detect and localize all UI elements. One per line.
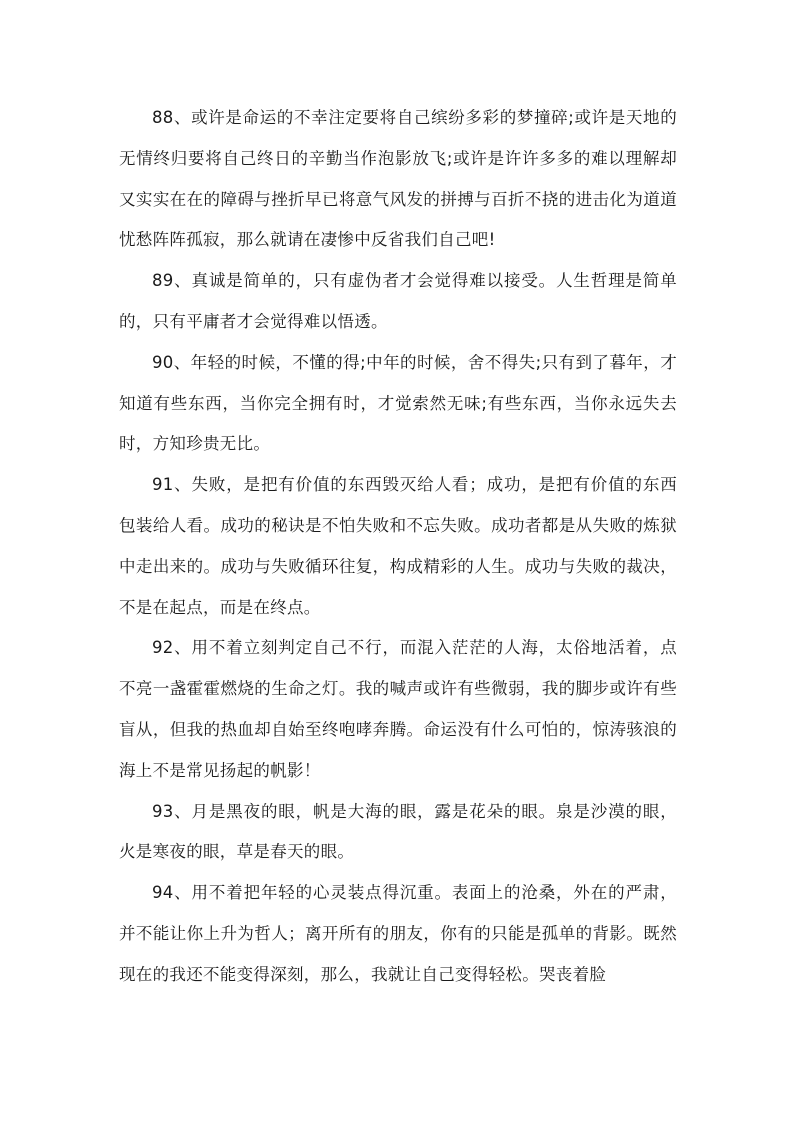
body-text — [119, 98, 677, 996]
paragraph-91: 91、失败，是把有价值的东西毁灭给人看；成功，是把有价值的东西包装给人看。成功的秘诀是不怕失败和不忘失败。成功者都是从失败的炼狱中走出来的。成功与失败循环往复，构成精彩的人生。成功与失败的裁决，不是在起点，而是在终点。 — [119, 475, 677, 617]
paragraph-90: 90、年轻的时候，不懂的得;中年的时候，舍不得失;只有到了暮年，才知道有些东西，当你完全拥有时，才觉索然无味;有些东西，当你永远失去时，方知珍贵无比。 — [119, 352, 677, 454]
paragraph-92: 92、用不着立刻判定自己不行，而混入茫茫的人海，太俗地活着，点不亮一盏霍霍燃烧的生命之灯。我的喊声或许有些微弱，我的脚步或许有些盲从，但我的热血却自始至终咆哮奔腾。命运没有什么可怕的，惊涛骇浪的海上不是常见扬起的帆影！ — [119, 638, 677, 780]
paragraph-88: 88、或许是命运的不幸注定要将自己缤纷多彩的梦撞碎;或许是天地的无情终归要将自己终日的辛勤当作泡影放飞;或许是许许多多的难以理解却又实实在在的障碍与挫折早已将意气风发的拼搏与百折不挠的进击化为道道忧愁阵阵孤寂，那么就请在凄惨中反省我们自己吧! — [119, 108, 677, 250]
paragraph-89: 89、真诚是简单的，只有虚伪者才会觉得难以接受。人生哲理是简单的，只有平庸者才会觉得难以悟透。 — [119, 271, 677, 331]
paragraph-93: 93、月是黑夜的眼，帆是大海的眼，露是花朵的眼。泉是沙漠的眼，火是寒夜的眼，草是春天的眼。 — [119, 801, 677, 862]
paragraph-94: 94、用不着把年轻的心灵装点得沉重。表面上的沧桑，外在的严肃，并不能让你上升为哲人；离开所有的朋友，你有的只能是孤单的背影。既然现在的我还不能变得深刻，那么，我就让自己变得轻松。哭丧着脸 — [119, 883, 677, 984]
